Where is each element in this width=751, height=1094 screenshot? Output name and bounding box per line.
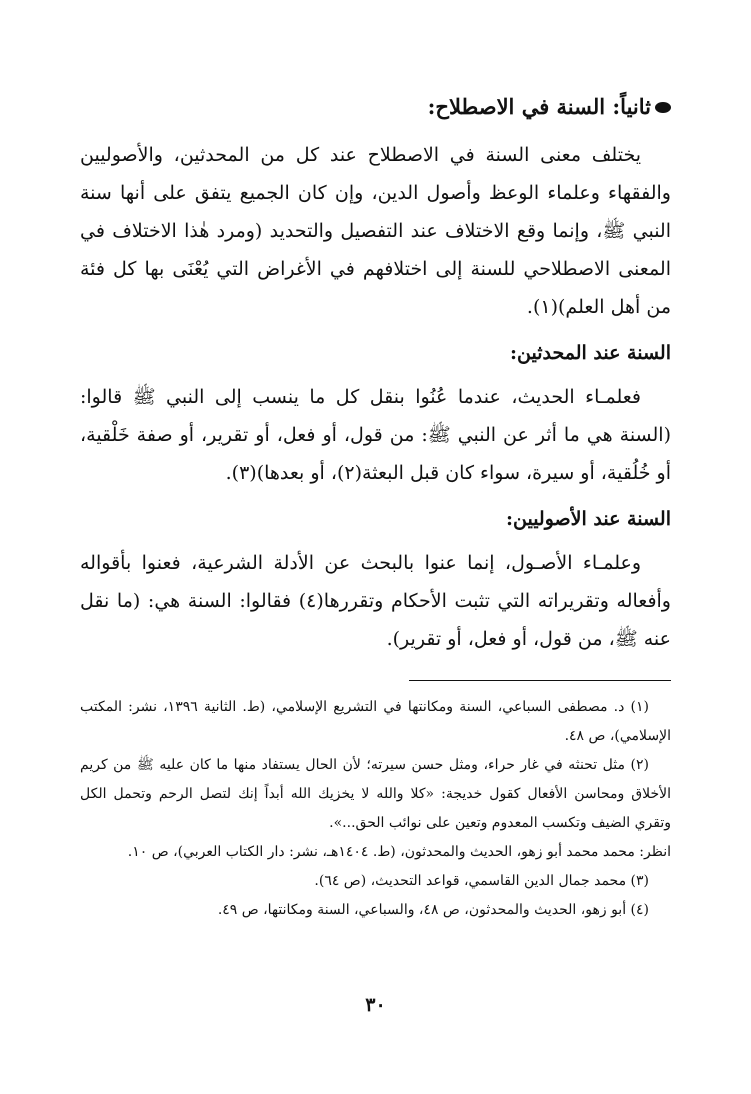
muhaddithin-paragraph: فعلمـاء الحديث، عندما عُنُوا بنقل كل ما ينسب إلى النبي ﷺ قالوا: (السنة هي ما أثر عن النبي ﷺ: من قول، أو فعل، أو تقرير، أو صفة خَلْقية، أو خُلُقية، أو سيرة، سواء كان قبل البعثة(٢)، أو بعدها)(٣). — [80, 386, 671, 484]
footnotes — [80, 693, 671, 925]
usuliyyin-heading: السنة عند الأصوليين: — [505, 508, 671, 530]
muhaddithin-heading: السنة عند المحدثين: — [510, 342, 671, 364]
footnote: (٤) أبو زهو، الحديث والمحدثون، ص ٤٨، والسباعي، السنة ومكانتها، ص ٤٩. — [217, 902, 649, 918]
footnote: انظر: محمد محمد أبو زهو، الحديث والمحدثون، (ط. ١٤٠٤هـ، نشر: دار الكتاب العربي)، ص ١٠. — [127, 844, 671, 860]
section-heading-text: ثانياً: السنة في الاصطلاح: — [427, 94, 651, 119]
bullet-icon — [655, 102, 671, 113]
section-heading — [80, 92, 671, 122]
intro-paragraph: يختلف معنى السنة في الاصطلاح عند كل من المحدثين، والأصوليين والفقهاء وعلماء الوعظ وأصول الدين، وإن كان الجميع يتفق على أنها سنة النبي ﷺ، وإنما وقع الاختلاف عند التفصيل والتحديد (ومرد هٰذا الاختلاف في المعنى الاصطلاحي للسنة إلى اختلافهم في الأغراض التي يُعْنَى بها كل فئة من أهل العلم)(١). — [80, 144, 671, 318]
page-content — [80, 92, 671, 925]
page-number: ٣٠ — [365, 994, 386, 1016]
footnote: (٢) مثل تحنثه في غار حراء، ومثل حسن سيرته؛ لأن الحال يستفاد منها ما كان عليه ﷺ من كريم الأخلاق ومحاسن الأفعال كقول خديجة: «كلا والله لا يخزيك الله أبداً إنك لتصل الرحم وتحمل الكل وتقري الضيف وتكسب المعدوم وتعين على نوائب الحق...». — [80, 757, 671, 831]
footnote: (١) د. مصطفى السباعي، السنة ومكانتها في التشريع الإسلامي، (ط. الثانية ١٣٩٦، نشر: المكتب الإسلامي)، ص ٤٨. — [80, 699, 671, 744]
footnote: (٣) محمد جمال الدين القاسمي، قواعد التحديث، (ص ٦٤). — [314, 873, 649, 889]
footnote-divider — [409, 680, 671, 681]
usuliyyin-paragraph: وعلمـاء الأصـول، إنما عنوا بالبحث عن الأدلة الشرعية، فعنوا بأقواله وأفعاله وتقريراته التي تثبت الأحكام وتقررها(٤) فقالوا: السنة هي: (ما نقل عنه ﷺ، من قول، أو فعل، أو تقرير). — [80, 552, 671, 650]
